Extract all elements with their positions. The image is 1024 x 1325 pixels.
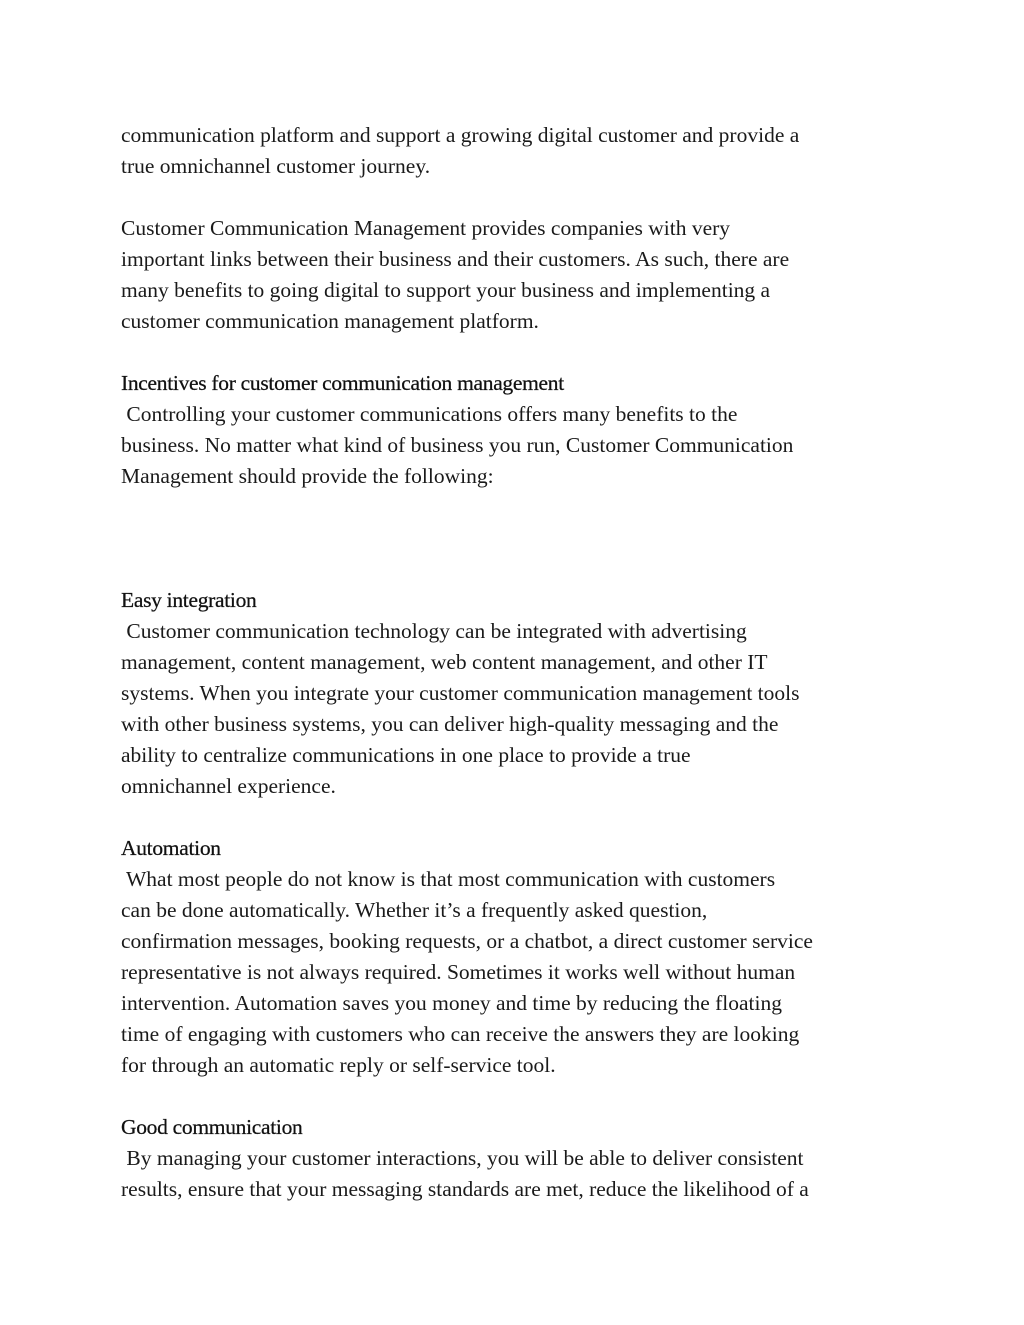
section-heading: Good communication [121, 1115, 303, 1139]
text-line: ability to centralize communications in one place to provide a true [121, 743, 691, 767]
ccm-paragraph [121, 213, 921, 337]
text-line: time of engaging with customers who can receive the answers they are looking [121, 1022, 800, 1046]
text-line: true omnichannel customer journey. [121, 154, 431, 178]
text-line: systems. When you integrate your customer communication management tools [121, 681, 800, 705]
section-text [121, 1143, 921, 1205]
text-line: Controlling your customer communications offers many benefits to the [121, 402, 738, 426]
section-heading: Automation [121, 836, 221, 860]
text-line: communication platform and support a growing digital customer and provide a [121, 123, 800, 147]
text-line: Customer Communication Management provides companies with very [121, 216, 731, 240]
text-line: management, content management, web content management, and other IT [121, 650, 768, 674]
text-line: business. No matter what kind of business you run, Customer Communication [121, 433, 794, 457]
text-line: with other business systems, you can deliver high-quality messaging and the [121, 712, 779, 736]
spacer [121, 523, 921, 585]
section-text [121, 399, 921, 492]
section-text [121, 616, 921, 802]
text-line: for through an automatic reply or self-service tool. [121, 1053, 556, 1077]
text-line: can be done automatically. Whether it’s a frequently asked question, [121, 898, 708, 922]
text-line: results, ensure that your messaging standards are met, reduce the likelihood of a [121, 1177, 809, 1201]
text-line: Management should provide the following: [121, 464, 494, 488]
text-line: confirmation messages, booking requests, or a chatbot, a direct customer service [121, 929, 813, 953]
section-text [121, 864, 921, 1081]
text-line: many benefits to going digital to support your business and implementing a [121, 278, 771, 302]
incentives-section [121, 368, 921, 492]
text-line: important links between their business and their customers. As such, there are [121, 247, 790, 271]
section-heading: Easy integration [121, 588, 257, 612]
text-line: By managing your customer interactions, you will be able to deliver consistent [121, 1146, 804, 1170]
text-line: intervention. Automation saves you money and time by reducing the floating [121, 991, 782, 1015]
easy-integration-section [121, 585, 921, 802]
good-communication-section [121, 1112, 921, 1205]
text-line: What most people do not know is that most communication with customers [121, 867, 776, 891]
section-heading: Incentives for customer communication management [121, 371, 564, 395]
text-line: omnichannel experience. [121, 774, 336, 798]
document-body [121, 120, 921, 1236]
text-line: representative is not always required. Sometimes it works well without human [121, 960, 796, 984]
text-line: Customer communication technology can be integrated with advertising [121, 619, 747, 643]
automation-section [121, 833, 921, 1081]
text-line: customer communication management platform. [121, 309, 539, 333]
intro-paragraph [121, 120, 921, 182]
